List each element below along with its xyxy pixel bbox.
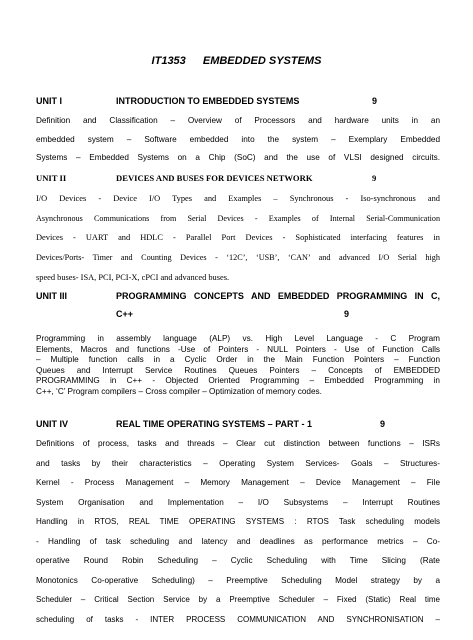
- unit-heading: [36, 291, 440, 303]
- content-line: scheduling of tasks - INTER PROCESS COMMUNICATION AND SYNCHRONISATION –: [36, 614, 440, 624]
- content-line: Kernel - Process Management – Memory Management – Device Management – File: [36, 478, 440, 487]
- course-name: EMBEDDED SYSTEMS: [202, 55, 322, 67]
- content-line: Handling in RTOS, REAL TIME OPERATING SYSTEMS : RTOS Task scheduling models: [36, 517, 440, 526]
- content-line: Scheduler – Critical Section Service by a Preemptive Scheduler – Fixed (Static) Real time: [36, 595, 440, 604]
- unit-content: [36, 112, 440, 168]
- content-line: Elements, Macros and functions -Use of Pointers - NULL Pointers - Use of Function Calls: [36, 344, 440, 354]
- content-line: PROGRAMMING in C++ - Objected Oriented Programming – Embedded Programming in: [36, 376, 440, 386]
- content-line: - Handling of task scheduling and latency and deadlines as performance metrics – Co-: [36, 536, 440, 546]
- content-line: Programming in assembly language (ALP) vs. High Level Language - C Program: [36, 334, 440, 343]
- unit-number: UNIT IV: [36, 419, 69, 429]
- unit-name: REAL TIME OPERATING SYSTEMS – PART - 1: [116, 419, 313, 429]
- unit-content: [36, 189, 440, 288]
- content-line: System Organisation and Implementation – I/O Subsystems – Interrupt Routines: [36, 497, 440, 507]
- content-line: – Multiple function calls in a Cyclic Order in the Main Function Pointers – Function: [36, 355, 440, 365]
- unit-number: UNIT II: [36, 173, 67, 183]
- unit-hours: 9: [344, 309, 350, 319]
- unit-name-continued: C++: [116, 309, 134, 319]
- content-line: and tasks by their characteristics – Operating System Services- Goals – Structures-: [36, 458, 440, 468]
- unit-3: [36, 291, 440, 398]
- unit-number: UNIT III: [36, 291, 67, 301]
- unit-name: DEVICES AND BUSES FOR DEVICES NETWORK: [116, 173, 313, 183]
- content-line: Definitions of process, tasks and threads – Clear cut distinction between functions – ISRs: [36, 439, 440, 448]
- content-line: Devices - UART and HDLC - Parallel Port Devices - Sophisticated interfacing features in: [36, 233, 440, 243]
- unit-2: [36, 173, 440, 288]
- unit-4: [36, 419, 440, 629]
- unit-hours: 9: [372, 96, 378, 106]
- unit-heading-continued: [36, 309, 440, 321]
- unit-heading: [36, 419, 440, 431]
- document-title: [0, 55, 473, 67]
- course-code: IT1353: [151, 55, 186, 67]
- content-line: Queues and Interrupt Service Routines Queues Pointers – Concepts of EMBEDDED: [36, 365, 440, 375]
- unit-heading: [36, 173, 440, 185]
- content-line: Definition and Classification – Overview of Processors and hardware units in an: [36, 116, 440, 125]
- unit-content: [36, 334, 440, 398]
- content-line: I/O Devices - Device I/O Types and Examples – Synchronous - Iso-synchronous and: [36, 194, 440, 203]
- content-line: Asynchronous Communications from Serial Devices - Examples of Internal Serial-Communication: [36, 213, 440, 223]
- content-line: speed buses- ISA, PCI, PCI-X, cPCI and advanced buses.: [36, 272, 230, 282]
- content-line: operative Round Robin Scheduling – Cyclic Scheduling with Time Slicing (Rate: [36, 556, 440, 565]
- content-line: embedded system – Software embedded into the system – Exemplary Embedded: [36, 134, 440, 144]
- unit-content: [36, 434, 440, 629]
- content-line: C++, ‘C’ Program compilers – Cross compiler – Optimization of memory codes.: [36, 386, 322, 396]
- unit-hours: 9: [380, 419, 386, 429]
- content-line: Systems – Embedded Systems on a Chip (SoC) and the use of VLSI designed circuits.: [36, 153, 440, 163]
- unit-name: INTRODUCTION TO EMBEDDED SYSTEMS: [116, 96, 300, 106]
- unit-hours: 9: [372, 173, 377, 183]
- unit-number: UNIT I: [36, 96, 62, 106]
- content-line: Devices/Ports- Timer and Counting Devices - ‘12C’, ‘USB’, ‘CAN’ and advanced I/O Serial high: [36, 253, 440, 263]
- unit-heading: [36, 96, 440, 108]
- content-line: Monotonics Co-operative Scheduling) – Preemptive Scheduling Model strategy by a: [36, 575, 440, 585]
- unit-1: [36, 96, 440, 168]
- unit-name: PROGRAMMING CONCEPTS AND EMBEDDED PROGRAMMING IN C,: [116, 291, 440, 301]
